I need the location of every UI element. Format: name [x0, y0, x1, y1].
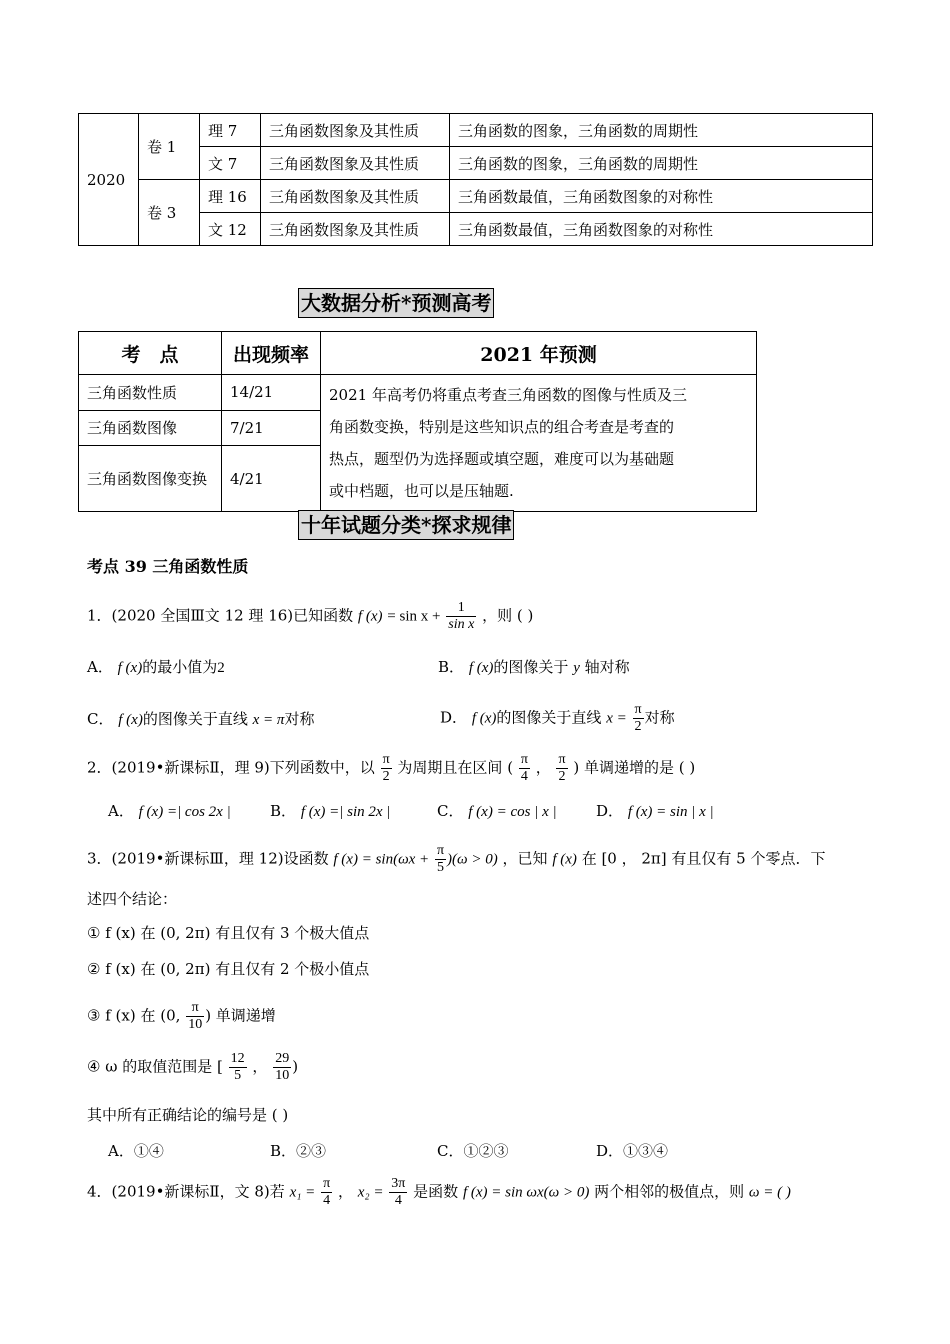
- header-prediction: 2021 年预测: [321, 332, 757, 375]
- question-2-option-d: D． f (x) = sin | x |: [596, 802, 714, 820]
- prediction-line: 热点，题型仍为选择题或填空题，难度可以为基础题: [329, 450, 675, 468]
- fraction: $\frac{\pi}{5}$: [436, 843, 445, 875]
- question-3-conclusion-3: ③ f (x) 在 (0, $\frac{\pi}{10}$ ) 单调递增: [87, 1000, 276, 1032]
- frequency-cell: 14/21: [222, 375, 321, 411]
- fraction: $\frac{\pi}{2}$: [558, 752, 566, 784]
- question-cell: 理 16: [200, 180, 261, 213]
- exam-table: [78, 113, 873, 246]
- fraction: $\frac{\pi}{10}$: [188, 1000, 203, 1032]
- question-3-line2: 述四个结论：: [87, 890, 178, 908]
- detail-cell: 三角函数的图象，三角函数的周期性: [450, 147, 873, 180]
- question-1-option-a: A． f (x)的最小值为2: [87, 658, 225, 676]
- question-2-option-c: C． f (x) = cos | x |: [437, 802, 557, 820]
- question-3-ask: 其中所有正确结论的编号是 ( ): [87, 1106, 289, 1124]
- fraction: $\frac{\pi}{4}$: [520, 752, 528, 784]
- prediction-line: 角函数变换，特别是这些知识点的组合考查是考查的: [329, 418, 675, 436]
- fraction: $\frac{\pi}{2}$: [634, 702, 642, 734]
- frequency-cell: 4/21: [222, 446, 321, 512]
- question-3-option-b: B．②③: [270, 1142, 327, 1160]
- question-1-option-b: B． f (x)的图像关于 y 轴对称: [438, 658, 630, 676]
- topic-cell: 三角函数性质: [79, 375, 222, 411]
- section-title-classification: 十年试题分类*探求规律: [298, 510, 514, 540]
- question-3-conclusion-1: ① f (x) 在 (0, 2π) 有且仅有 3 个极大值点: [87, 924, 370, 942]
- fraction: $\frac{12}{5}$: [230, 1051, 245, 1083]
- question-1-option-c: C． f (x)的图像关于直线 x = π对称: [87, 710, 315, 728]
- topic-cell: 三角函数图像变换: [79, 446, 222, 512]
- question-1-stem: 1．(2020 全国Ⅲ文 12 理 16)已知函数 f (x) = sin x + $\frac{1}{\text{sin x}}$ ，则 ( ): [87, 600, 534, 632]
- question-cell: 文 7: [200, 147, 261, 180]
- prediction-table: [78, 331, 757, 512]
- fraction: $\frac{\pi}{2}$: [382, 752, 390, 784]
- topic-cell: 三角函数图象及其性质: [261, 180, 450, 213]
- frequency-cell: 7/21: [222, 410, 321, 446]
- question-2-stem: 2．(2019•新课标Ⅱ，理 9)下列函数中，以 $\frac{\pi}{2}$ 为周期且在区间 ( $\frac{\pi}{4}$ ， $\frac{\pi}{2}$ ) 单调递增的是 ( ): [87, 752, 696, 784]
- fraction: $\frac{\pi}{4}$: [323, 1176, 331, 1208]
- prediction-cell: [321, 375, 757, 512]
- question-3-option-d: D．①③④: [596, 1142, 669, 1160]
- topic-cell: 三角函数图象及其性质: [261, 213, 450, 246]
- prediction-line: 2021 年高考仍将重点考查三角函数的图像与性质及三: [329, 386, 687, 404]
- prediction-line: 或中档题，也可以是压轴题.: [329, 482, 514, 500]
- fraction: $\frac{1}{\text{sin x}}$: [448, 600, 475, 632]
- question-cell: 文 12: [200, 213, 261, 246]
- question-3-option-c: C．①②③: [437, 1142, 509, 1160]
- question-2-option-a: A． f (x) =| cos 2x |: [108, 802, 231, 820]
- question-4-stem: 4．(2019•新课标Ⅱ，文 8)若 x₁ = $\frac{\pi}{4}$ ， x₂ = $\frac{3\pi}{4}$ 是函数 f (x) = sin ωx(ω > 0) 两个相邻的极值点，则 ω = ( ): [87, 1176, 791, 1208]
- topic-cell: 三角函数图象及其性质: [261, 147, 450, 180]
- paper-cell: 卷 1: [139, 114, 200, 180]
- question-3-conclusion-4: ④ ω 的取值范围是 [ $\frac{12}{5}$ ， $\frac{29}{10}$ ): [87, 1051, 299, 1083]
- question-1-option-d: D． f (x)的图像关于直线 x = $\frac{\pi}{2}$ 对称: [440, 702, 675, 734]
- fraction: $\frac{29}{10}$: [275, 1051, 290, 1083]
- section-title-analysis: 大数据分析*预测高考: [298, 288, 494, 318]
- topic-cell: 三角函数图像: [79, 410, 222, 446]
- detail-cell: 三角函数的图象，三角函数的周期性: [450, 114, 873, 147]
- detail-cell: 三角函数最值，三角函数图象的对称性: [450, 180, 873, 213]
- fraction: $\frac{3\pi}{4}$: [391, 1176, 406, 1208]
- topic-cell: 三角函数图象及其性质: [261, 114, 450, 147]
- paper-cell: 卷 3: [139, 180, 200, 246]
- question-3-option-a: A．①④: [108, 1142, 164, 1160]
- detail-cell: 三角函数最值，三角函数图象的对称性: [450, 213, 873, 246]
- header-topic: 考 点: [79, 332, 222, 375]
- question-3-conclusion-2: ② f (x) 在 (0, 2π) 有且仅有 2 个极小值点: [87, 960, 370, 978]
- question-3-stem: 3．(2019•新课标Ⅲ，理 12)设函数 f (x) = sin(ωx + $\frac{\pi}{5}$ )(ω > 0) ，已知 f (x) 在 [0 ， 2π] 有且仅有 5 个零点．下: [87, 843, 826, 875]
- kaodian-heading: 考点 39 三角函数性质: [87, 557, 249, 576]
- header-frequency: 出现频率: [222, 332, 321, 375]
- year-cell: 2020: [79, 114, 139, 246]
- question-2-option-b: B． f (x) =| sin 2x |: [270, 802, 391, 820]
- question-cell: 理 7: [200, 114, 261, 147]
